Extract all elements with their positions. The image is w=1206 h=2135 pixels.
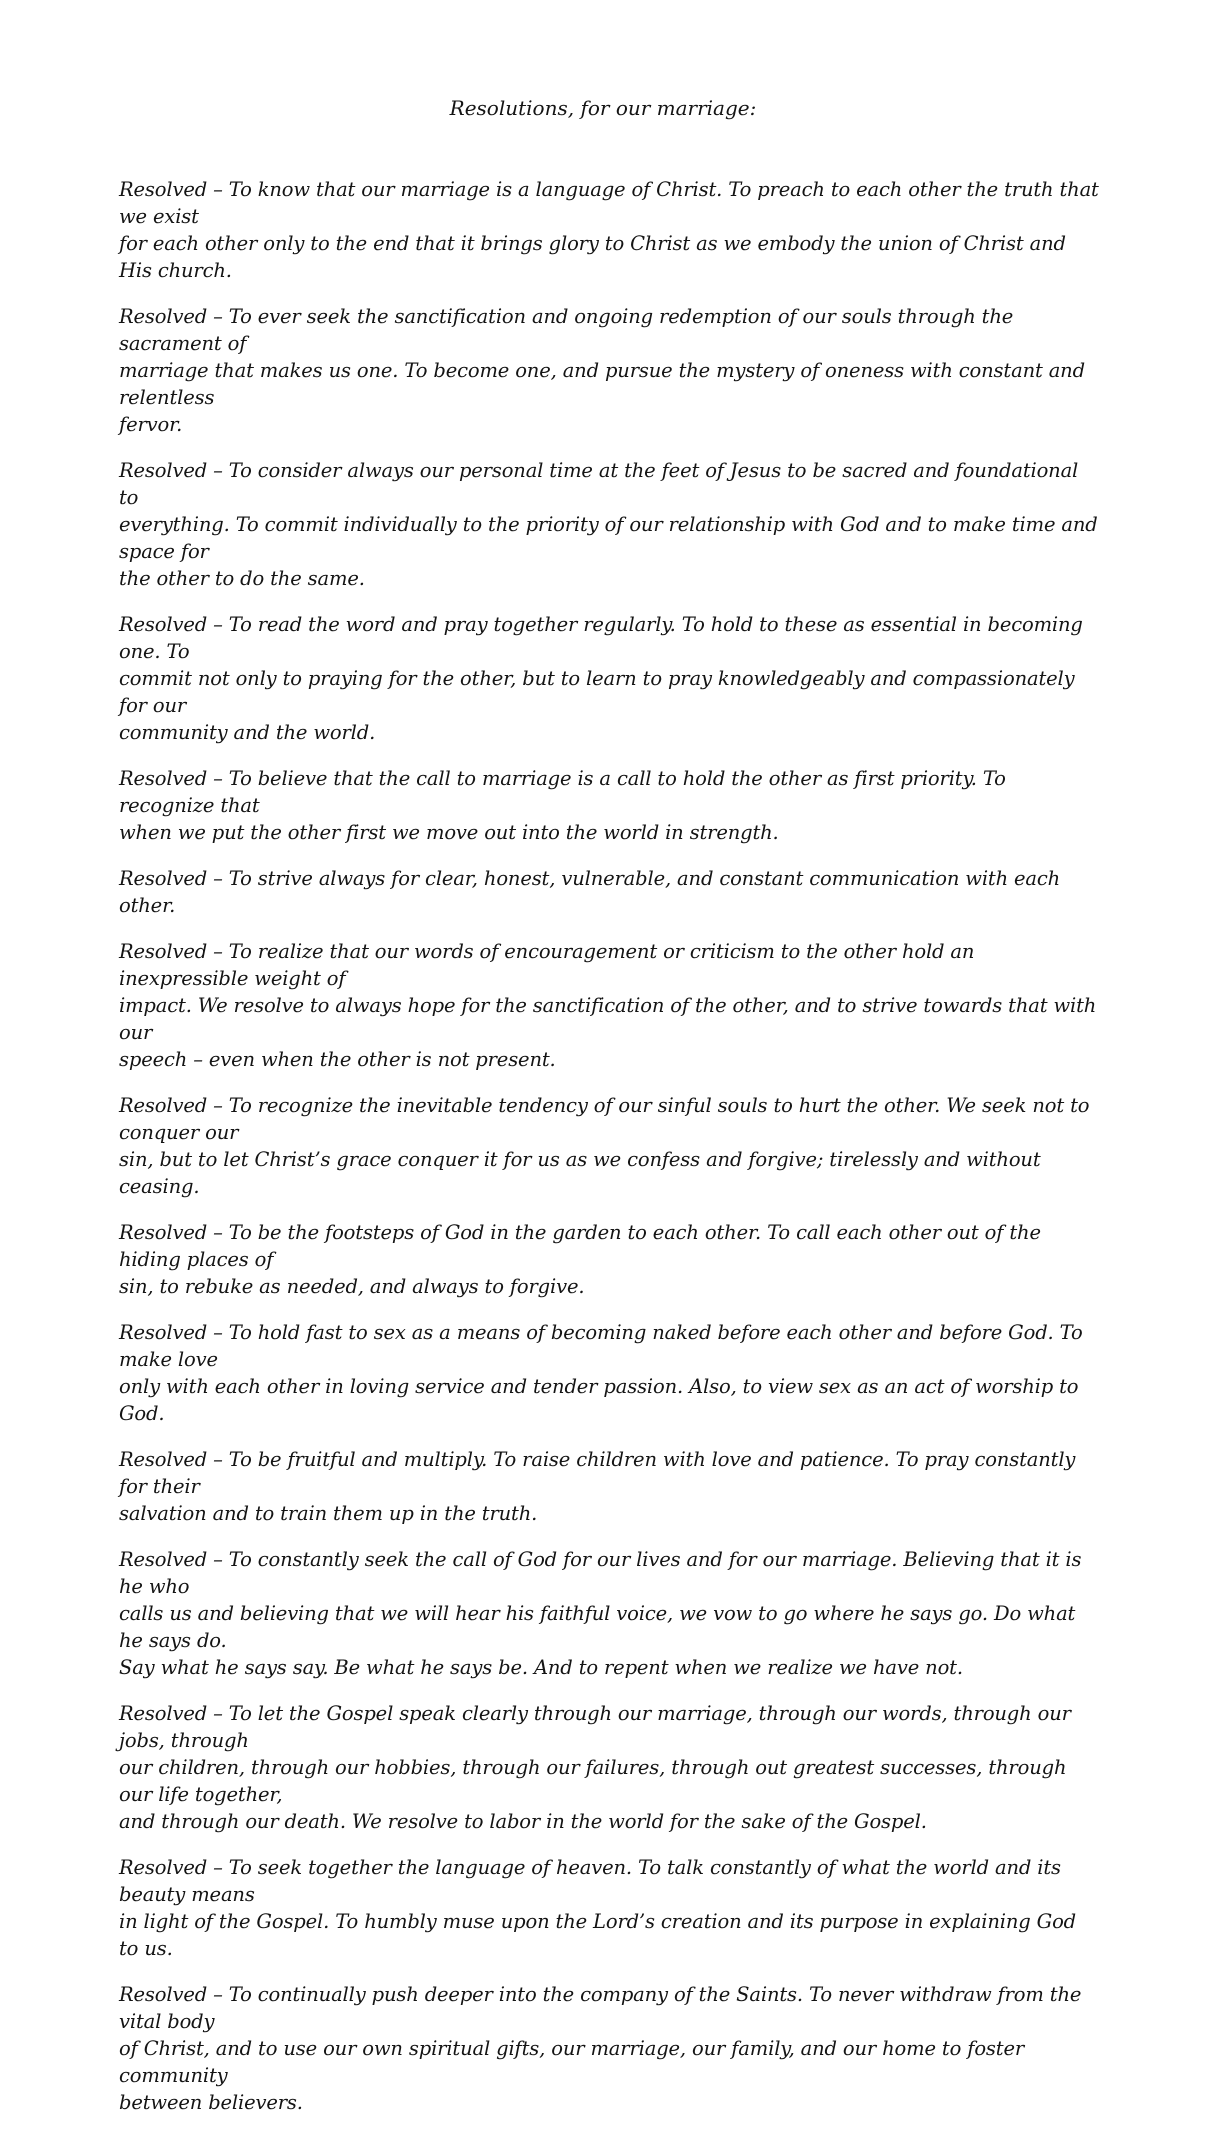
resolution-paragraph: Resolved – To recognize the inevitable tendency of our sinful souls to hurt the other. We seek not to conquer our sin, but to let Christ’s grace conquer it for us as we confess and forgive; tirelessly and without ceasing. [119,1094,1090,1198]
resolution-paragraph: Resolved – To consider always our personal time at the feet of Jesus to be sacred and foundational to everything. To commit individually to the priority of our relationship with God and to make time and space for the other to do the same. [119,459,1098,590]
resolution-paragraph: Resolved – To hold fast to sex as a means of becoming naked before each other and before God. To make love only with each other in loving service and tender passion. Also, to view sex as an act of worship to God. [119,1321,1083,1425]
resolution-paragraph: Resolved – To realize that our words of encouragement or criticism to the other hold an inexpressible weight of impact. We resolve to always hope for the sanctification of the other, and to strive towards that with our speech – even when the other is not present. [119,940,1097,1071]
resolution-paragraph: Resolved – To strive always for clear, honest, vulnerable, and constant communication with each other. [119,867,1061,917]
resolution-paragraph: Resolved – To seek together the language of heaven. To talk constantly of what the world and its beauty means in light of the Gospel. To humbly muse upon the Lord’s creation and its purpose in explaining God to us. [119,1856,1077,1960]
document-title: Resolutions, for our marriage: [449,96,757,120]
resolution-paragraph: Resolved – To continually push deeper into the company of the Saints. To never withdraw from the vital body of Christ, and to use our own spiritual gifts, our marriage, our family, and our home to foster community between believers. [119,1983,1082,2114]
resolution-paragraph: Resolved – To be fruitful and multiply. To raise children with love and patience. To pray constantly for their salvation and to train them up in the truth. [119,1448,1076,1525]
resolutions-list [119,176,1099,2135]
resolution-paragraph: Resolved – To know that our marriage is a language of Christ. To preach to each other the truth that we exist for each other only to the end that it brings glory to Christ as we embody the union of Christ and His church. [119,178,1099,282]
resolution-paragraph: Resolved – To constantly seek the call of God for our lives and for our marriage. Believing that it is he who calls us and believing that we will hear his faithful voice, we vow to go where he says go. Do what he says do. Say what he says say. Be what he says be. And to repent when we realize we have not. [119,1548,1082,1679]
resolution-paragraph: Resolved – To read the word and pray together regularly. To hold to these as essential in becoming one. To commit not only to praying for the other, but to learn to pray knowledgeably and compassionately for our community and the world. [119,613,1083,744]
resolution-paragraph: Resolved – To ever seek the sanctification and ongoing redemption of our souls through the sacrament of marriage that makes us one. To become one, and pursue the mystery of oneness with constant and relentless fervor. [119,305,1085,436]
resolution-paragraph: Resolved – To believe that the call to marriage is a call to hold the other as first priority. To recognize that when we put the other first we move out into the world in strength. [119,767,1006,844]
resolution-paragraph: Resolved – To let the Gospel speak clearly through our marriage, through our words, through our jobs, through our children, through our hobbies, through our failures, through out greatest successes, through our life together, and through our death. We resolve to labor in the world for the sake of the Gospel. [119,1702,1071,1833]
resolution-paragraph: Resolved – To be the footsteps of God in the garden to each other. To call each other out of the hiding places of sin, to rebuke as needed, and always to forgive. [119,1221,1041,1298]
